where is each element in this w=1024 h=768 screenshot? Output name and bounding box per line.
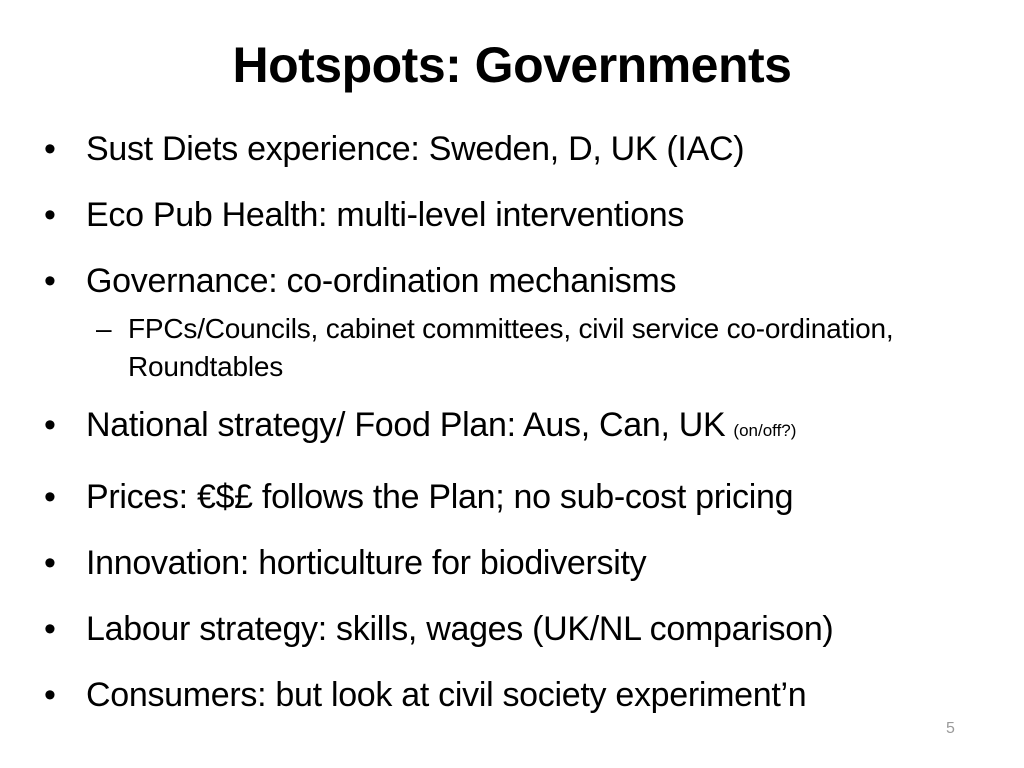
bullet-item xyxy=(44,542,1014,584)
bullet-text: Governance: co-ordination mechanisms xyxy=(86,262,677,300)
bullet-item xyxy=(44,674,1014,716)
bullet-suffix-note: (on/off?) xyxy=(733,421,797,440)
bullet-marker: • xyxy=(44,196,56,234)
bullet-text: Consumers: but look at civil society experiment’n xyxy=(86,676,807,714)
bullet-item xyxy=(44,404,1014,452)
sub-bullet-text: FPCs/Councils, cabinet committees, civil service co-ordination, Roundtables xyxy=(128,313,894,382)
bullet-text: Prices: €$£ follows the Plan; no sub-cost pricing xyxy=(86,478,794,516)
bullet-text: National strategy/ Food Plan: Aus, Can, UK xyxy=(86,406,726,444)
bullet-marker: • xyxy=(44,478,56,516)
slide-number: 5 xyxy=(946,720,955,737)
bullet-marker: • xyxy=(44,544,56,582)
bullet-marker: • xyxy=(44,610,56,648)
bullet-marker: • xyxy=(44,262,56,300)
bullet-item xyxy=(44,128,1014,170)
bullet-text: Sust Diets experience: Sweden, D, UK (IAC) xyxy=(86,130,745,168)
bullet-marker: • xyxy=(44,130,56,168)
bullet-item xyxy=(44,608,1014,650)
slide-title: Hotspots: Governments xyxy=(232,37,792,93)
bullet-item xyxy=(44,476,1014,518)
bullet-text: Innovation: horticulture for biodiversity xyxy=(86,544,647,582)
sub-bullet-item xyxy=(96,310,958,386)
bullet-text: Eco Pub Health: multi-level interventions xyxy=(86,196,685,234)
bullet-marker: • xyxy=(44,406,56,444)
sub-bullet-marker: – xyxy=(96,313,112,344)
bullet-list xyxy=(44,128,1014,740)
bullet-marker: • xyxy=(44,676,56,714)
bullet-item xyxy=(44,260,1014,302)
bullet-item xyxy=(44,194,1014,236)
bullet-text: Labour strategy: skills, wages (UK/NL comparison) xyxy=(86,610,834,648)
